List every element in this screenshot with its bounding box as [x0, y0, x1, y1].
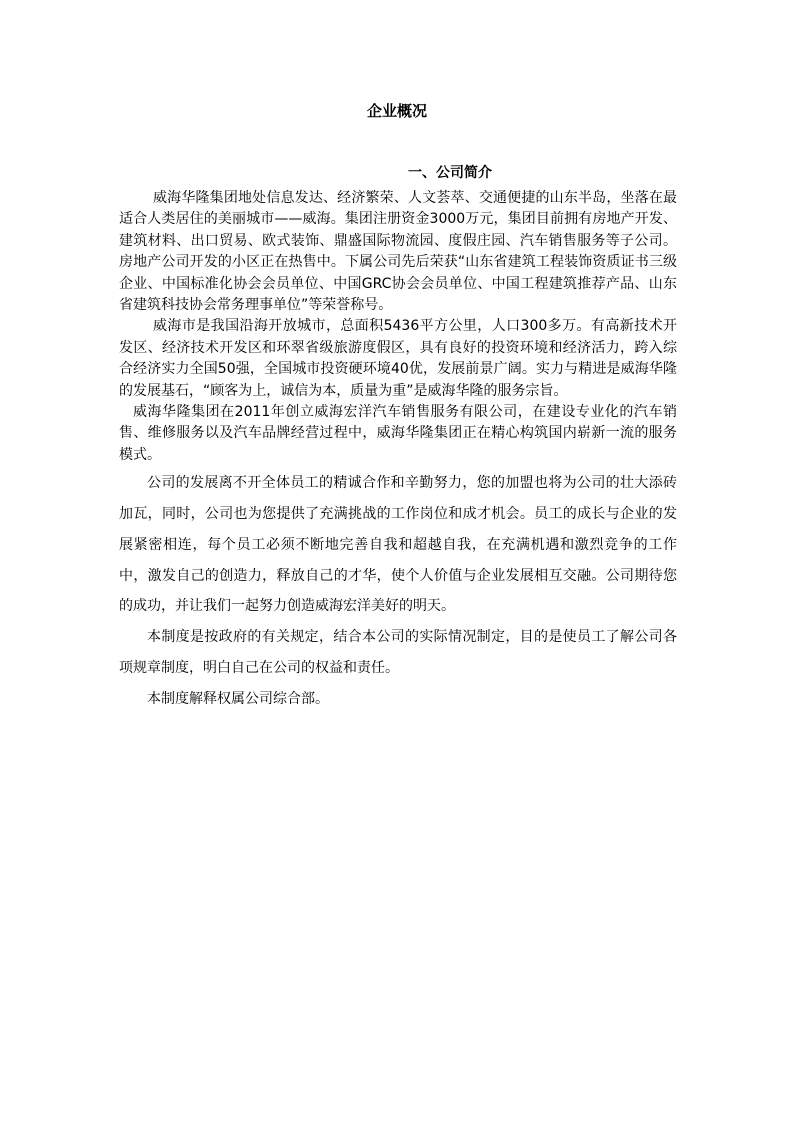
- paragraph-company-intro: 威海华隆集团地处信息发达、经济繁荣、人文荟萃、交通便捷的山东半岛，坐落在最适合人类居住的美丽城市——威海。集团注册资金3000万元，集团目前拥有房地产开发、建筑材料、出口贸易、欧式装饰、鼎盛国际物流园、度假庄园、汽车销售服务等子公司。房地产公司开发的小区正在热售中。下属公司先后荣获“山东省建筑工程装饰资质证书三级企业、中国标准化协会会员单位、中国GRC协会会员单位、中国工程建筑推荐产品、山东省建筑科技协会常务理事单位”等荣誉称号。: [119, 190, 677, 314]
- document-title: 企业概况: [366, 102, 427, 120]
- paragraph-regulations-purpose: 本制度是按政府的有关规定，结合本公司的实际情况制定，目的是使员工了解公司各项规章制度，明白自己在公司的权益和责任。: [119, 629, 677, 677]
- paragraph-employees: 公司的发展离不开全体员工的精诚合作和辛勤努力，您的加盟也将为公司的壮大添砖加瓦，同时，公司也为您提供了充满挑战的工作岗位和成才机会。员工的成长与企业的发展紧密相连，每个员工必须不断地完善自我和超越自我，在充满机遇和激烈竞争的工作中，激发自己的创造力，释放自己的才华，使个人价值与企业发展相互交融。公司期待您的成功，并让我们一起努力创造威海宏洋美好的明天。: [119, 475, 677, 615]
- paragraph-weihai-city: 威海市是我国沿海开放城市，总面积5436平方公里，人口300多万。有高新技术开发区、经济技术开发区和环翠省级旅游度假区，具有良好的投资环境和经济活力，跨入综合经济实力全国50强，全国城市投资硬环境40优，发展前景广阔。实力与精进是威海华隆的发展基石，“顾客为上，诚信为本，质量为重”是威海华隆的服务宗旨。: [119, 318, 677, 399]
- document-body: [119, 188, 677, 715]
- paragraph-interpretation: 本制度解释权属公司综合部。: [147, 690, 329, 707]
- paragraph-hongyang-auto: 威海华隆集团在2011年创立威海宏洋汽车销售服务有限公司，在建设专业化的汽车销售、维修服务以及汽车品牌经营过程中，威海华隆集团正在精心构筑国内崭新一流的服务模式。: [119, 404, 677, 463]
- section-heading: 一、公司简介: [408, 165, 492, 181]
